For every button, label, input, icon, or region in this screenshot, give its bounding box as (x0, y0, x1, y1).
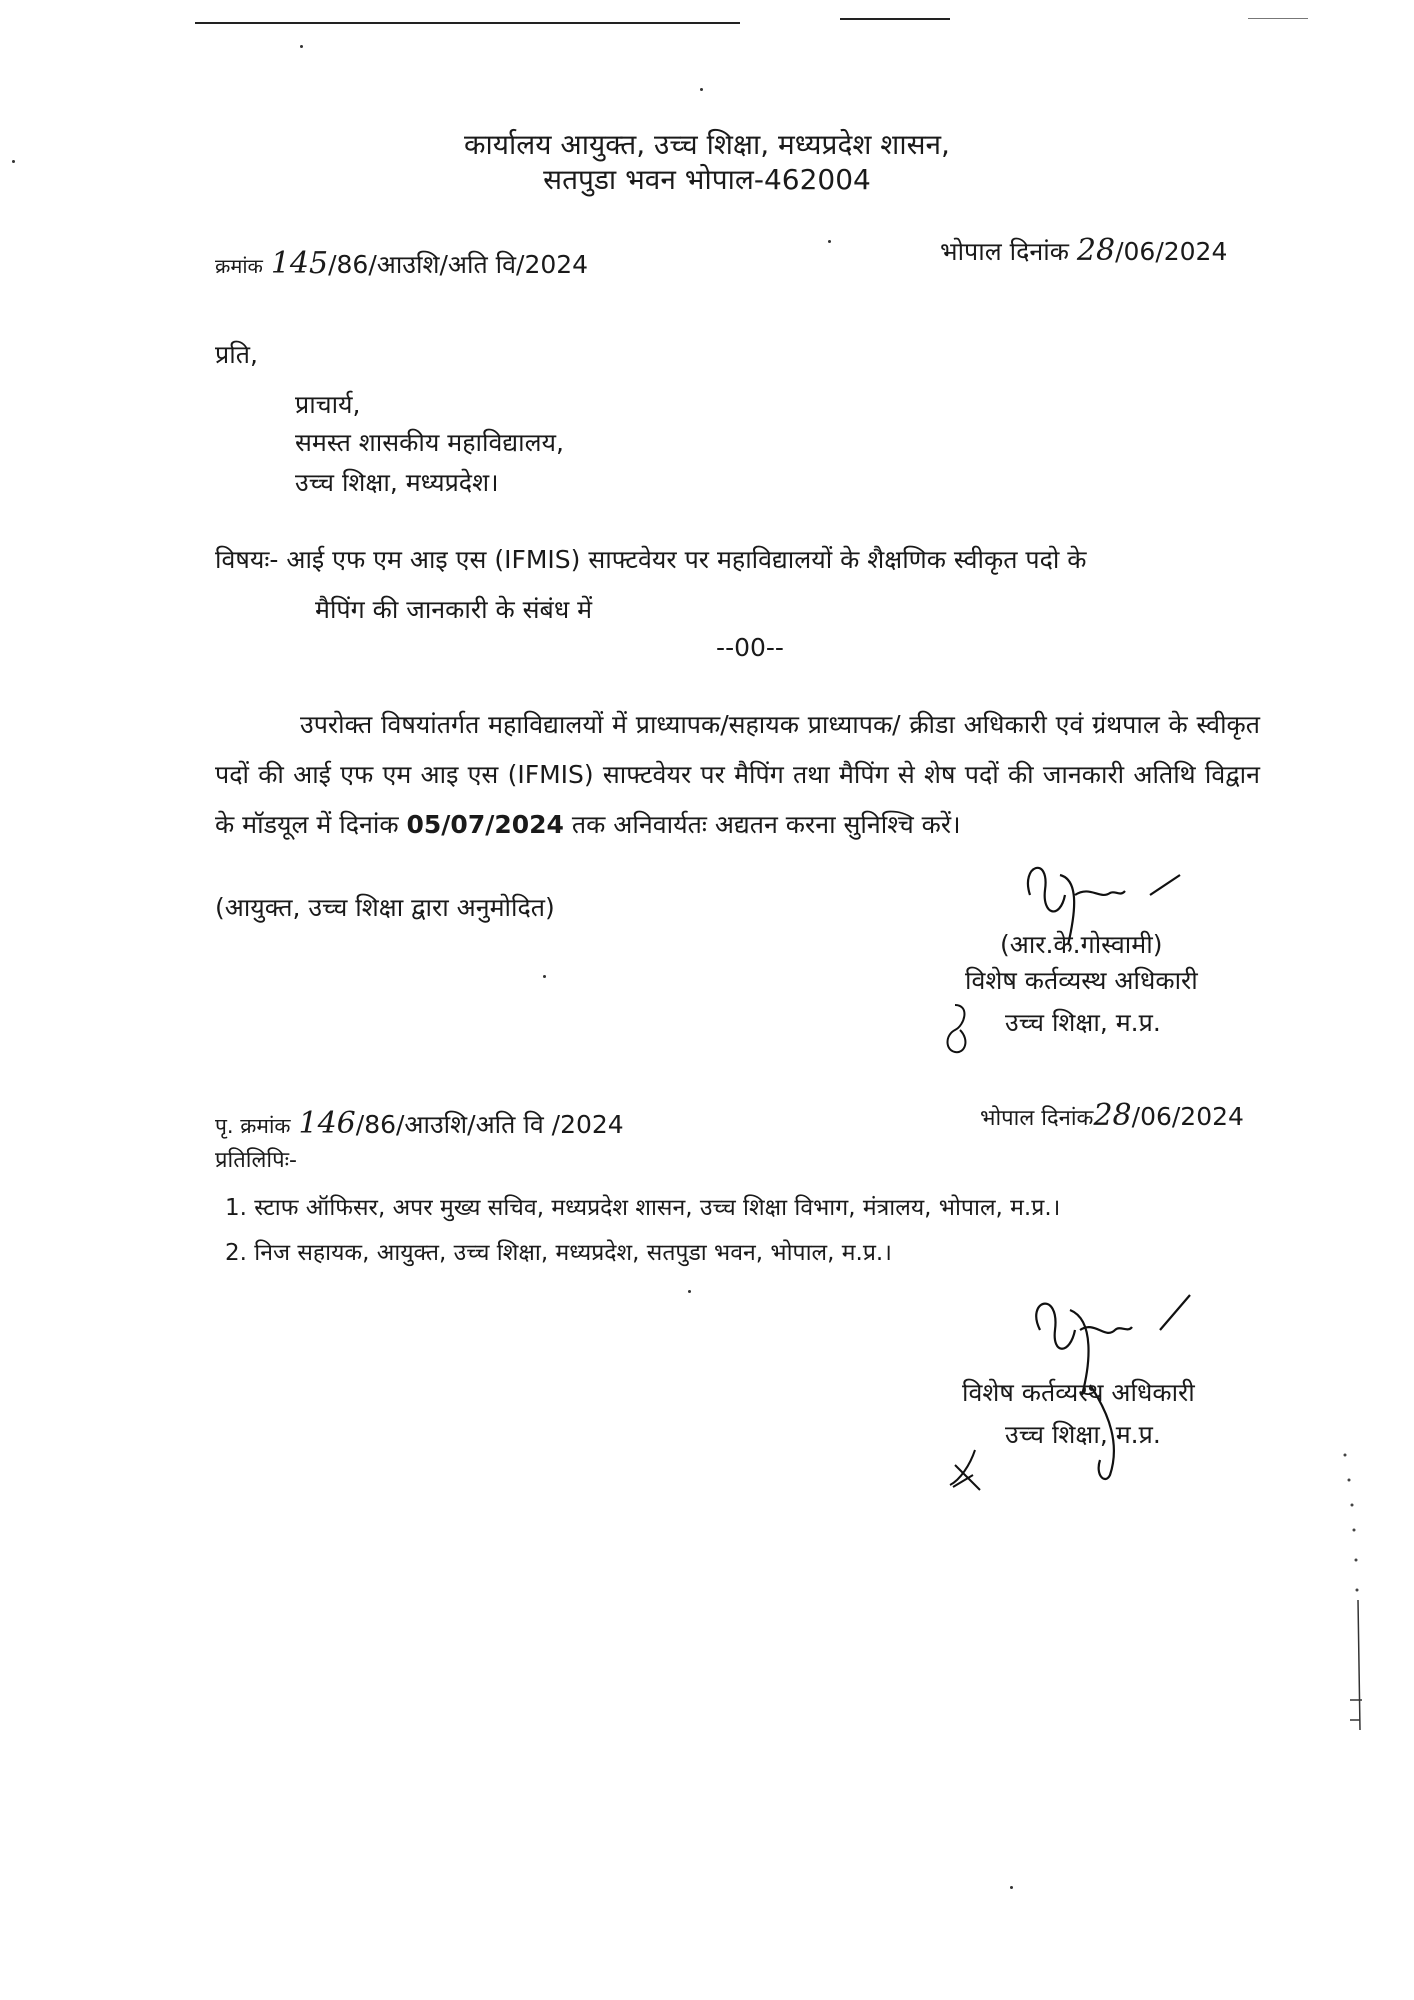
endorsement-reference (215, 1106, 624, 1142)
signatory-designation: विशेष कर्तव्यस्थ अधिकारी (965, 966, 1198, 995)
endorsement-signatory-designation: विशेष कर्तव्यस्थ अधिकारी (962, 1378, 1195, 1407)
addressee-to: प्रति, (215, 340, 258, 369)
letter-reference (215, 246, 588, 282)
scan-speck (688, 1290, 691, 1293)
date-day-handwritten: 28 (1076, 233, 1116, 268)
addressee-line2: समस्त शासकीय महाविद्यालय, (295, 428, 564, 457)
body-text-after-date: तक अनिवार्यतः अद्यतन करना सुनिश्चि करें। (571, 810, 961, 839)
endorsement-number-handwritten: 146 (298, 1106, 356, 1141)
approval-note: (आयुक्त, उच्च शिक्षा द्वारा अनुमोदित) (215, 893, 555, 922)
copy-label: प्रतिलिपिः- (215, 1148, 297, 1173)
scan-top-line-mid (840, 18, 950, 20)
subject-line1: विषयः- आई एफ एम आइ एस (IFMIS) साफ्टवेयर पर महाविद्यालयों के शैक्षणिक स्वीकृत पदो के (215, 545, 1087, 574)
scan-speck (828, 240, 831, 243)
endorsement-date-prefix: भोपाल दिनांक (980, 1106, 1094, 1131)
date-prefix: भोपाल दिनांक (940, 237, 1069, 266)
endorsement-signatory-department: उच्च शिक्षा, म.प्र. (1005, 1420, 1161, 1449)
signatory-name: (आर.के.गोस्वामी) (1000, 930, 1163, 959)
scan-top-line-left (195, 22, 740, 24)
copy-list-item: 1. स्टाफ ऑफिसर, अपर मुख्य सचिव, मध्यप्रदेश शासन, उच्च शिक्षा विभाग, मंत्रालय, भोपाल, म.प्र.। (225, 1195, 1061, 1221)
office-header-line2: सतपुडा भवन भोपाल-462004 (543, 163, 871, 196)
letter-date (940, 233, 1227, 269)
reference-prefix: क्रमांक (215, 254, 263, 278)
date-suffix: /06/2024 (1115, 237, 1228, 266)
handwritten-initial (940, 1000, 980, 1060)
scan-speck (700, 88, 703, 91)
scan-margin-artifact (1340, 1450, 1380, 1740)
body-paragraph (215, 700, 1260, 850)
office-header-line1: कार्यालय आयुक्त, उच्च शिक्षा, मध्यप्रदेश शासन, (464, 128, 950, 161)
addressee-line1: प्राचार्य, (295, 390, 361, 419)
subject (215, 535, 1275, 635)
reference-number-handwritten: 145 (270, 246, 329, 281)
endorsement-date-handwritten: 28 (1093, 1098, 1132, 1133)
deadline-date: 05/07/2024 (406, 810, 564, 839)
handwritten-initial (945, 1445, 995, 1495)
scan-speck (543, 975, 546, 978)
reference-suffix: /86/आउशि/अति वि/2024 (328, 250, 589, 279)
addressee-line3: उच्च शिक्षा, मध्यप्रदेश। (295, 468, 499, 497)
scan-top-line-right (1248, 18, 1308, 19)
endorsement-ref-prefix: पृ. क्रमांक (215, 1114, 291, 1138)
endorsement-ref-suffix: /86/आउशि/अति वि /2024 (355, 1110, 624, 1139)
scan-speck (300, 45, 303, 48)
signatory-department: उच्च शिक्षा, म.प्र. (1005, 1008, 1161, 1037)
endorsement-date (980, 1098, 1244, 1134)
subject-separator: --00-- (716, 633, 784, 662)
scan-speck (1010, 1886, 1013, 1889)
endorsement-date-suffix: /06/2024 (1131, 1102, 1244, 1131)
subject-line2: मैपिंग की जानकारी के संबंध में (315, 595, 593, 624)
body-text-before-date: उपरोक्त विषयांतर्गत महाविद्यालयों में प्राध्यापक/सहायक प्राध्यापक/ क्रीडा अधिकारी एवं ग्रंथपाल के स्वीकृत पदों की आई एफ एम आइ एस (IFMIS) साफ्टवेयर पर मैपिंग तथा मैपिंग से शेष पदों की जानकारी अतिथि विद्वान के मॉडयूल में दिनांक (215, 710, 1260, 839)
copy-list-item: 2. निज सहायक, आयुक्त, उच्च शिक्षा, मध्यप्रदेश, सतपुडा भवन, भोपाल, म.प्र.। (225, 1240, 892, 1266)
